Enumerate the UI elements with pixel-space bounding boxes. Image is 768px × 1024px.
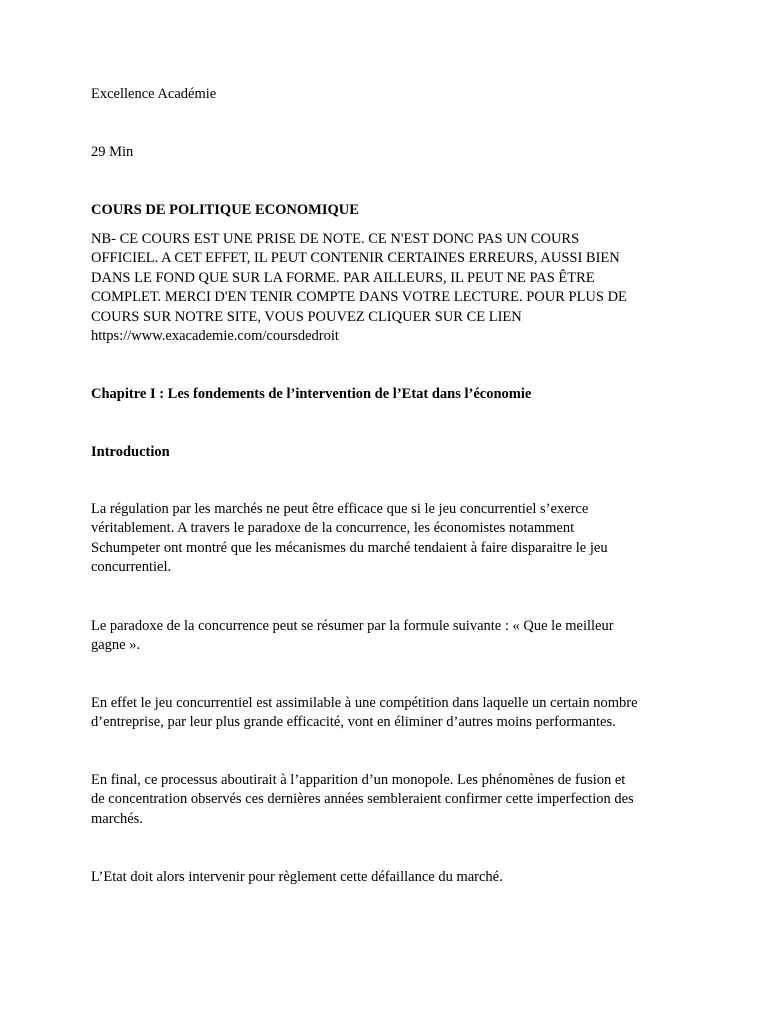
paragraph <box>91 500 691 578</box>
notice-line: OFFICIEL. A CET EFFET, IL PEUT CONTENIR CERTAINES ERREURS, AUSSI BIEN <box>91 250 620 267</box>
paragraph <box>91 694 691 733</box>
reading-duration: 29 Min <box>91 144 134 160</box>
paragraph-line: marchés. <box>91 810 143 827</box>
paragraph-line: Le paradoxe de la concurrence peut se résumer par la formule suivante : « Que le meilleur <box>91 618 614 634</box>
chapter-title: Chapitre I : Les fondements de l’intervention de l’Etat dans l’économie <box>91 386 532 402</box>
paragraph-line: véritablement. A travers le paradoxe de la concurrence, les économistes notamment <box>91 520 575 537</box>
paragraph-line: concurrentiel. <box>91 559 172 576</box>
notice-line: DANS LE FOND QUE SUR LA FORME. PAR AILLEURS, IL PEUT NE PAS ÊTRE <box>91 269 595 286</box>
paragraph-line: La régulation par les marchés ne peut être efficace que si le jeu concurrentiel s’exerce <box>91 501 589 517</box>
course-notice <box>91 230 691 346</box>
notice-line: NB- CE COURS EST UNE PRISE DE NOTE. CE N'EST DONC PAS UN COURS <box>91 231 580 247</box>
notice-line: COMPLET. MERCI D'EN TENIR COMPTE DANS VOTRE LECTURE. POUR PLUS DE <box>91 289 627 306</box>
notice-line: COURS SUR NOTRE SITE, VOUS POUVEZ CLIQUER SUR CE LIEN <box>91 308 522 325</box>
paragraph <box>91 771 691 829</box>
paragraph-line: gagne ». <box>91 637 141 654</box>
publisher-name: Excellence Académie <box>91 86 217 102</box>
course-title: COURS DE POLITIQUE ECONOMIQUE <box>91 202 359 218</box>
paragraph <box>91 617 691 656</box>
paragraph-line: L’Etat doit alors intervenir pour règlement cette défaillance du marché. <box>91 869 503 885</box>
paragraph-line: En final, ce processus aboutirait à l’apparition d’un monopole. Les phénomènes de fusion et <box>91 772 626 788</box>
paragraph-line: En effet le jeu concurrentiel est assimilable à une compétition dans laquelle un certain nombre <box>91 695 638 711</box>
section-heading: Introduction <box>91 444 170 460</box>
paragraph-line: Schumpeter ont montré que les mécanismes du marché tendaient à faire disparaitre le jeu <box>91 539 608 556</box>
course-link[interactable]: https://www.exacademie.com/coursdedroit <box>91 328 339 345</box>
paragraph <box>91 868 691 887</box>
paragraph-line: de concentration observés ces dernières années sembleraient confirmer cette imperfection des <box>91 791 634 808</box>
paragraph-line: d’entreprise, par leur plus grande efficacité, vont en éliminer d’autres moins performantes. <box>91 714 616 731</box>
